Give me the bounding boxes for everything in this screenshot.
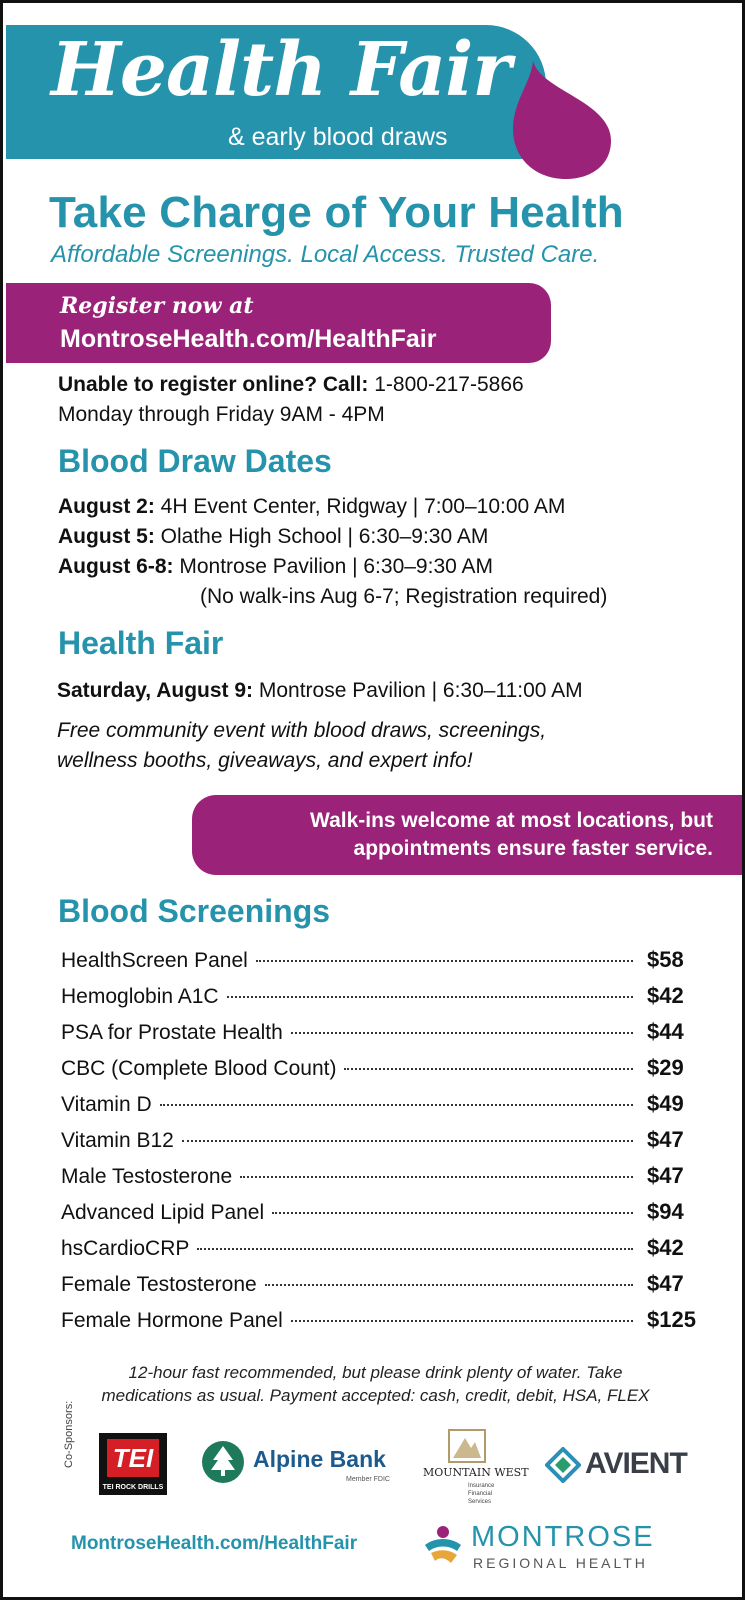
screening-name: PSA for Prostate Health xyxy=(61,1021,283,1044)
screening-name: hsCardioCRP xyxy=(61,1237,190,1260)
walkin-line-1: Walk-ins welcome at most locations, but xyxy=(310,809,713,832)
health-fair-desc-2: wellness booths, giveaways, and expert info! xyxy=(57,749,473,772)
leader-dots xyxy=(197,1248,633,1250)
walkin-text xyxy=(213,807,713,863)
draw-detail: Montrose Pavilion | 6:30–9:30 AM xyxy=(179,555,493,578)
leader-dots xyxy=(240,1176,633,1178)
phone-label: Unable to register online? Call: xyxy=(58,373,369,396)
avient-mark-icon xyxy=(545,1447,581,1483)
tei-mark: TEI xyxy=(107,1439,159,1477)
alpine-bank-name: Alpine Bank xyxy=(253,1446,386,1472)
screening-price: $29 xyxy=(647,1055,684,1080)
draw-date: August 5: xyxy=(58,525,155,548)
health-fair-date: Saturday, August 9: xyxy=(57,679,254,702)
leader-dots xyxy=(272,1212,633,1214)
mountain-icon xyxy=(447,1428,487,1464)
draw-date: August 2: xyxy=(58,495,155,518)
health-fair-heading: Health Fair xyxy=(58,625,224,661)
tagline: Affordable Screenings. Local Access. Trusted Care. xyxy=(51,241,600,268)
health-fair-detail: Montrose Pavilion | 6:30–11:00 AM xyxy=(258,679,583,702)
screening-price: $49 xyxy=(647,1091,684,1116)
avient-logo xyxy=(545,1443,695,1487)
price-row xyxy=(61,1163,701,1199)
health-fair-date-line xyxy=(57,679,583,703)
phone-hours: Monday through Friday 9AM - 4PM xyxy=(58,403,385,426)
fasting-note-line-1: 12-hour fast recommended, but please drink plenty of water. Take xyxy=(128,1363,623,1382)
screening-price: $125 xyxy=(647,1307,696,1332)
montrose-logo xyxy=(421,1521,661,1571)
screening-name: Hemoglobin A1C xyxy=(61,985,219,1008)
blood-drop-icon xyxy=(511,61,621,179)
register-lead: Register now at xyxy=(60,293,254,319)
leader-dots xyxy=(160,1104,633,1106)
avient-name: AVIENT xyxy=(585,1447,687,1480)
page-subtitle: & early blood draws xyxy=(228,123,448,151)
health-fair-desc-1: Free community event with blood draws, screenings, xyxy=(57,719,547,742)
tei-logo xyxy=(99,1433,167,1495)
fasting-note xyxy=(43,1361,708,1407)
blood-draw-heading: Blood Draw Dates xyxy=(58,443,332,479)
montrose-mark-icon xyxy=(421,1523,465,1567)
screening-price: $94 xyxy=(647,1199,684,1224)
montrose-name: MONTROSE xyxy=(471,1521,655,1553)
price-row xyxy=(61,983,701,1019)
leader-dots xyxy=(182,1140,633,1142)
leader-dots xyxy=(265,1284,633,1286)
price-row xyxy=(61,1019,701,1055)
screening-name: Male Testosterone xyxy=(61,1165,233,1188)
draw-detail: 4H Event Center, Ridgway | 7:00–10:00 AM xyxy=(160,495,566,518)
price-row xyxy=(61,1091,701,1127)
screening-name: Vitamin B12 xyxy=(61,1129,174,1152)
phone-number[interactable]: 1-800-217-5866 xyxy=(374,373,524,396)
draw-date-item xyxy=(58,525,488,549)
screening-name: Vitamin D xyxy=(61,1093,152,1116)
screening-price: $42 xyxy=(647,1235,684,1260)
price-row xyxy=(61,1199,701,1235)
register-link[interactable]: MontroseHealth.com/HealthFair xyxy=(60,325,437,353)
pine-tree-icon xyxy=(201,1440,245,1484)
headline: Take Charge of Your Health xyxy=(49,188,624,237)
price-row xyxy=(61,1235,701,1271)
leader-dots xyxy=(344,1068,633,1070)
fasting-note-line-2: medications as usual. Payment accepted: cash, credit, debit, HSA, FLEX xyxy=(101,1386,650,1405)
price-row xyxy=(61,1271,701,1307)
leader-dots xyxy=(291,1032,633,1034)
tei-caption: TEI ROCK DRILLS xyxy=(102,1484,164,1491)
mountain-west-logo xyxy=(423,1428,529,1510)
price-row xyxy=(61,1055,701,1091)
draw-detail: Olathe High School | 6:30–9:30 AM xyxy=(160,525,489,548)
page-title: Health Fair xyxy=(51,27,511,113)
draw-date-item xyxy=(58,555,493,579)
mountain-west-sub: Insurance Financial Services xyxy=(468,1483,495,1505)
screening-name: HealthScreen Panel xyxy=(61,949,248,972)
co-sponsors-label: Co-Sponsors: xyxy=(63,1400,75,1468)
phone-line xyxy=(58,373,524,397)
screening-name: CBC (Complete Blood Count) xyxy=(61,1057,337,1080)
footer-link[interactable]: MontroseHealth.com/HealthFair xyxy=(71,1533,358,1554)
screening-price: $47 xyxy=(647,1271,684,1296)
mountain-west-name: MOUNTAIN WEST xyxy=(423,1466,529,1479)
draw-note: (No walk-ins Aug 6-7; Registration required) xyxy=(200,585,608,608)
montrose-sub: REGIONAL HEALTH xyxy=(473,1555,648,1571)
walkin-banner xyxy=(192,795,745,875)
screening-price: $44 xyxy=(647,1019,684,1044)
screening-price: $47 xyxy=(647,1163,684,1188)
screening-name: Female Hormone Panel xyxy=(61,1309,283,1332)
screening-price: $58 xyxy=(647,947,684,972)
walkin-line-2: appointments ensure faster service. xyxy=(353,837,713,860)
draw-date-item xyxy=(58,495,565,519)
screening-price: $47 xyxy=(647,1127,684,1152)
screening-name: Female Testosterone xyxy=(61,1273,257,1296)
alpine-bank-sub: Member FDIC xyxy=(346,1476,390,1483)
screening-price: $42 xyxy=(647,983,684,1008)
screenings-heading: Blood Screenings xyxy=(58,893,331,929)
screening-name: Advanced Lipid Panel xyxy=(61,1201,265,1224)
draw-date: August 6-8: xyxy=(58,555,174,578)
price-row xyxy=(61,1307,701,1343)
price-row xyxy=(61,947,701,983)
alpine-bank-logo xyxy=(201,1440,401,1490)
leader-dots xyxy=(227,996,633,998)
leader-dots xyxy=(256,960,633,962)
price-list xyxy=(61,947,701,1343)
price-row xyxy=(61,1127,701,1163)
leader-dots xyxy=(291,1320,633,1322)
